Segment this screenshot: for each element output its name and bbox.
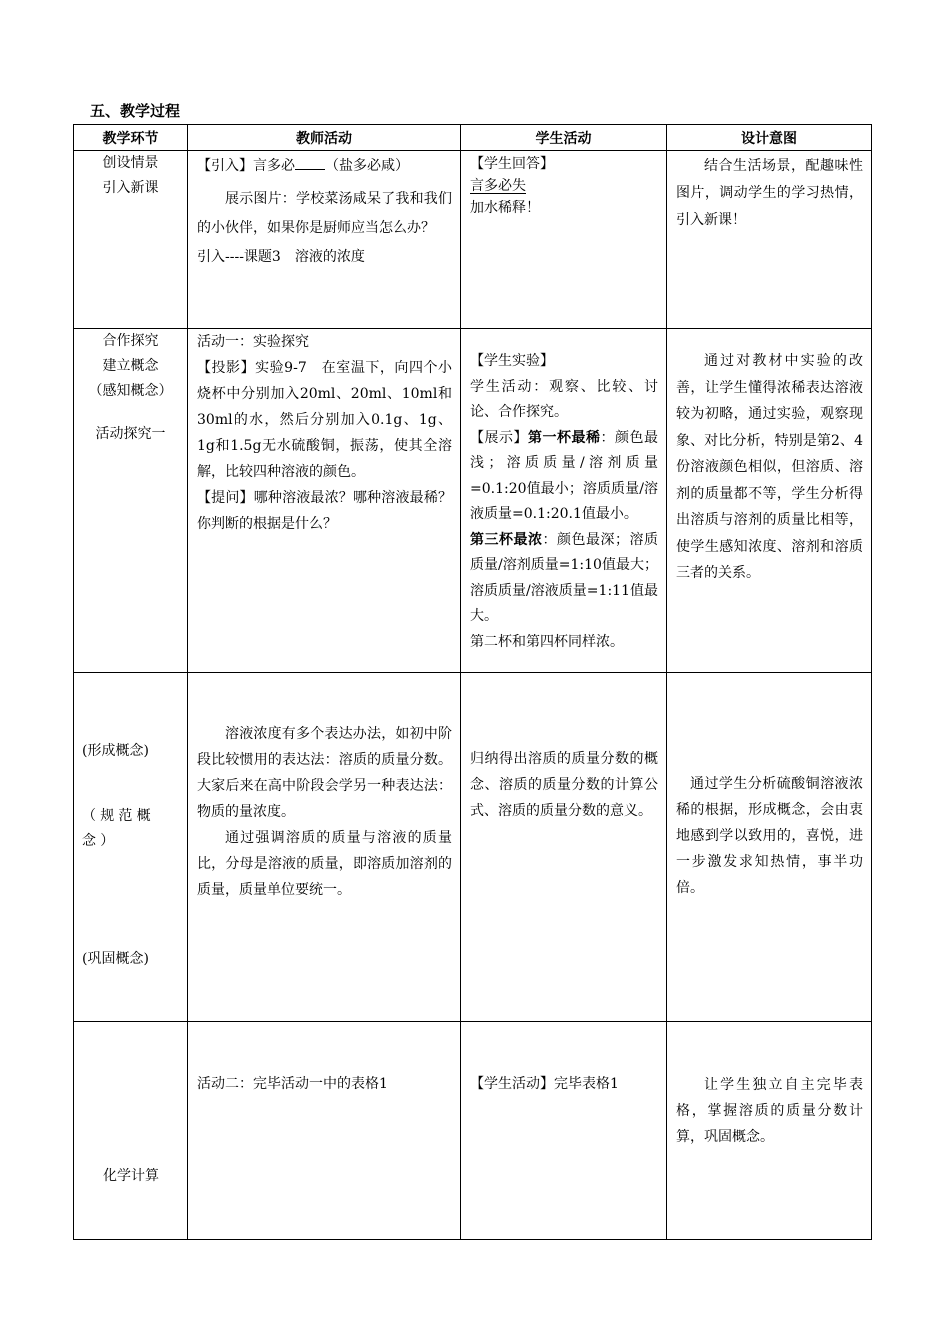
header-student: 学生活动 <box>461 125 667 151</box>
student-cell <box>461 673 667 1022</box>
intro-tag: 【引入】 <box>197 158 253 174</box>
third-cup-label: 第三杯最浓 <box>470 531 543 548</box>
teacher-cell <box>188 329 461 673</box>
header-row <box>74 125 872 151</box>
stage-line: （感知概念） <box>88 383 173 399</box>
table-row <box>74 329 872 673</box>
teacher-cell <box>188 151 461 329</box>
student-cell <box>461 329 667 673</box>
student-text: 归纳得出溶质的质量分数的概念、溶质的质量分数的计算公式、溶质的质量分数的意义。 <box>470 751 658 819</box>
intent-cell <box>667 329 872 673</box>
question-tag: 【提问】 <box>197 490 254 506</box>
teacher-paragraph: 通过强调溶质的质量与溶液的质量比，分母是溶液的质量，即溶质加溶剂的质量，质量单位要统一。 <box>197 830 452 898</box>
intent-cell <box>667 673 872 1022</box>
intent-text: 通过学生分析硫酸铜溶液浓稀的根据，形成概念，会由衷地感到学以致用的，喜悦，进一步激发求知热情，事半功倍。 <box>676 776 863 896</box>
intro-line <box>197 153 452 179</box>
activity-title: 活动一：实验探究 <box>197 334 309 350</box>
intent-text: 通过对教材中实验的改善，让学生懂得浓稀表达溶液较为初略，通过实验，观察现象、对比分析，特别是第2、4份溶液颜色相似，但溶质、溶剂的质量都不等，学生分析得出溶质与溶剂的质量比相等，使学生感知浓度、溶剂和溶质三者的关系。 <box>676 353 863 581</box>
third-cup-text: 第三杯最浓：颜色最深；溶质质量/溶剂质量=1:10值最大；溶质质量/溶液质量=1:11值最大。 <box>470 531 658 624</box>
same-text: 第二杯和第四杯同样浓。 <box>470 633 624 650</box>
projection-tag: 【投影】 <box>197 360 256 376</box>
show-tag: 【展示】 <box>470 429 528 446</box>
table-row <box>74 151 872 329</box>
student-tag: 【学生回答】 <box>470 156 554 172</box>
teacher-paragraph: 溶液浓度有多个表达办法，如初中阶段比较惯用的表达法：溶质的质量分数。大家后来在高中阶段会学另一种表达法：物质的量浓度。 <box>197 726 452 820</box>
question-text: 【提问】哪种溶液最浓？哪种溶液最稀？你判断的根据是什么？ <box>197 490 453 532</box>
stage-cell <box>74 329 188 673</box>
student-text: 【学生活动】完毕表格1 <box>470 1076 619 1092</box>
stage-cell <box>74 1022 188 1240</box>
header-intent: 设计意图 <box>667 125 872 151</box>
show-text: 展示图片：学校菜汤咸呆了我和我们的小伙伴，如果你是厨师应当怎么办？ <box>197 191 452 236</box>
student-cell <box>461 1022 667 1240</box>
stage-line: 合作探究 <box>102 333 159 349</box>
stage-line: 建立概念 <box>102 358 159 374</box>
intent-cell <box>667 1022 872 1240</box>
stage-cell <box>74 151 188 329</box>
experiment-tag: 【学生实验】 <box>470 353 554 369</box>
header-teacher: 教师活动 <box>188 125 461 151</box>
table-row <box>74 1022 872 1240</box>
show-text: 【展示】第一杯最稀：颜色最浅；溶质质量/溶剂质量=0.1:20值最小；溶质质量/溶液质量=0.1:20.1值最小。 <box>470 429 658 522</box>
teacher-cell <box>188 1022 461 1240</box>
intent-cell <box>667 151 872 329</box>
header-stage: 教学环节 <box>74 125 188 151</box>
intro-paren: （盐多必咸） <box>325 158 409 174</box>
table-row <box>74 673 872 1022</box>
section-title: 五、教学过程 <box>90 102 181 120</box>
stage-line: (形成概念) <box>82 743 149 759</box>
stage-line: (巩固概念) <box>82 951 149 967</box>
student-cell <box>461 151 667 329</box>
intent-text: 结合生活场景，配趣味性图片，调动学生的学习热情，引入新课！ <box>676 158 863 228</box>
intent-text: 让学生独立自主完毕表格，掌握溶质的质量分数计算，巩固概念。 <box>676 1077 863 1145</box>
student-answer-2: 加水稀释！ <box>470 200 540 216</box>
teacher-cell <box>188 673 461 1022</box>
fill-blank <box>295 153 325 170</box>
student-answer: 言多必失 <box>470 178 526 194</box>
stage-cell <box>74 673 188 1022</box>
stage-line: 创设情景 <box>102 155 159 171</box>
lead-text: 引入----课题3 溶液的浓度 <box>197 249 365 265</box>
stage-line: 化学计算 <box>103 1168 159 1184</box>
stage-line: 引入新课 <box>102 180 159 196</box>
projection-text: 【投影】实验9-7 在室温下，向四个小烧杯中分别加入20ml、20ml、10ml和30ml的水，然后分别加入0.1g、1g、1g和1.5g无水硫酸铜，振荡，使其全溶解，比较四种溶液的颜色。 <box>197 360 453 480</box>
teacher-text: 活动二：完毕活动一中的表格1 <box>197 1076 388 1092</box>
teaching-process-table <box>73 124 872 1240</box>
stage-line: （规范概念） <box>82 808 155 849</box>
experiment-text: 学生活动：观察、比较、讨论、合作探究。 <box>470 378 658 420</box>
stage-line: 活动探究一 <box>95 426 166 442</box>
first-cup-label: 第一杯最稀 <box>528 429 601 446</box>
intro-text: 言多必 <box>253 158 295 174</box>
